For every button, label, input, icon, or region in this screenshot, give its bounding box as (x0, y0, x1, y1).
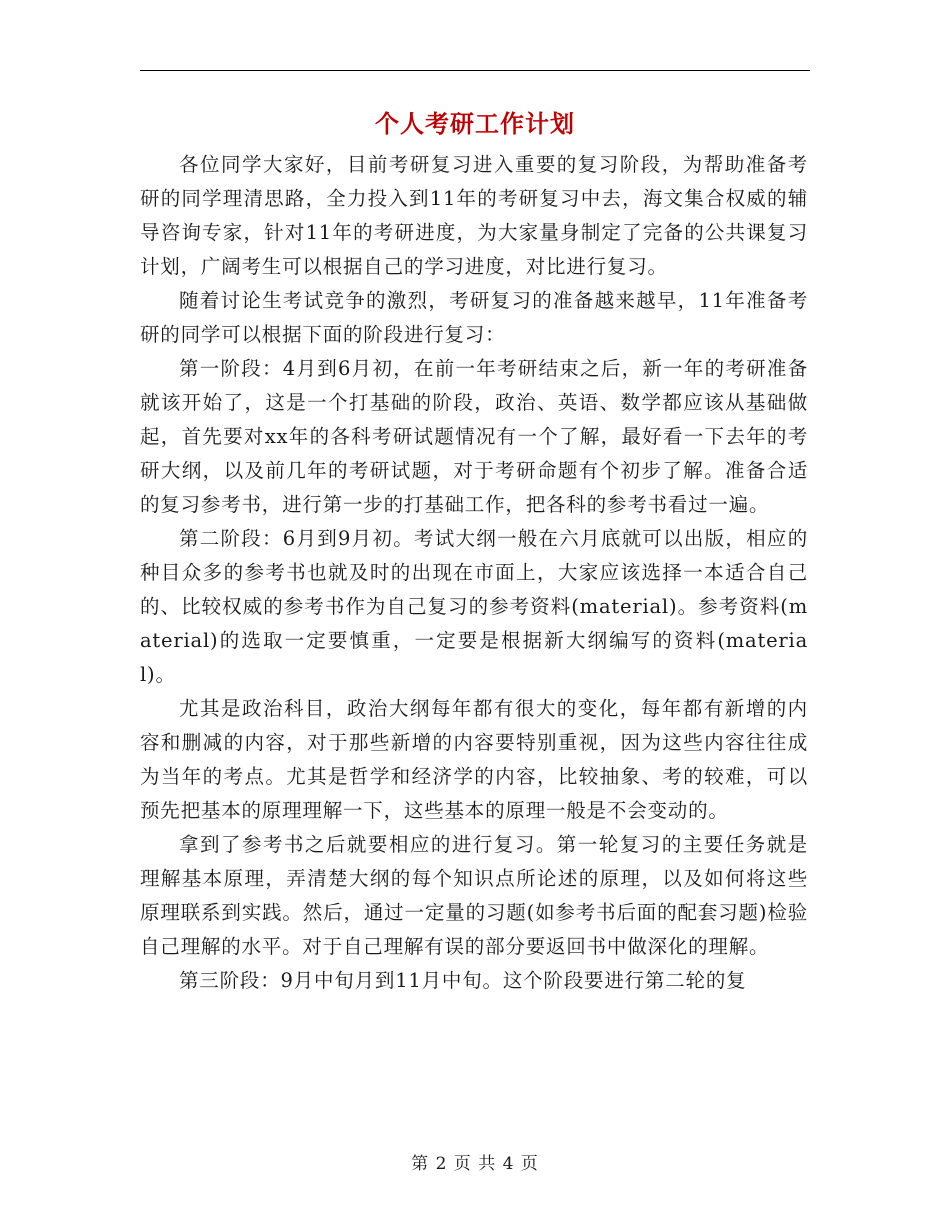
document-body (140, 148, 808, 998)
paragraph-stage-one: 第一阶段：4月到6月初，在前一年考研结束之后，新一年的考研准备就该开始了，这是一个打基础的阶段，政治、英语、数学都应该从基础做起，首先要对xx年的各科考研试题情况有一个了解，最好看一下去年的考研大纲，以及前几年的考研试题，对于考研命题有个初步了解。准备合适的复习参考书，进行第一步的打基础工作，把各科的参考书看过一遍。 (140, 357, 808, 516)
paragraph-stage-three: 第三阶段：9月中旬月到11月中旬。这个阶段要进行第二轮的复 (179, 969, 747, 992)
paragraph-intro: 各位同学大家好，目前考研复习进入重要的复习阶段，为帮助准备考研的同学理清思路，全力投入到11年的考研复习中去，海文集合权威的辅导咨询专家，针对11年的考研进度，为大家量身制定了完备的公共课复习计划，广阔考生可以根据自己的学习进度，对比进行复习。 (140, 153, 808, 278)
document-title: 个人考研工作计划 (375, 109, 575, 138)
paragraph-first-round: 拿到了参考书之后就要相应的进行复习。第一轮复习的主要任务就是理解基本原理，弄清楚大纲的每个知识点所论述的原理，以及如何将这些原理联系到实践。然后，通过一定量的习题(如参考书后面的配套习题)检验自己理解的水平。对于自己理解有误的部分要返回书中做深化的理解。 (140, 833, 808, 958)
page-number: 第 2 页 共 4 页 (411, 1154, 539, 1174)
paragraph-overview: 随着讨论生考试竞争的激烈，考研复习的准备越来越早，11年准备考研的同学可以根据下面的阶段进行复习： (140, 289, 808, 346)
paragraph-stage-two: 第二阶段：6月到9月初。考试大纲一般在六月底就可以出版，相应的种目众多的参考书也就及时的出现在市面上，大家应该选择一本适合自己的、比较权威的参考书作为自己复习的参考资料(material)。参考资料(material)的选取一定要慎重，一定要是根据新大纲编写的资料(material)。 (140, 527, 808, 686)
paragraph-politics: 尤其是政治科目，政治大纲每年都有很大的变化，每年都有新增的内容和删减的内容，对于那些新增的内容要特别重视，因为这些内容往往成为当年的考点。尤其是哲学和经济学的内容，比较抽象、考的较难，可以预先把基本的原理理解一下，这些基本的原理一般是不会变动的。 (140, 697, 808, 822)
header-rule (140, 70, 810, 71)
